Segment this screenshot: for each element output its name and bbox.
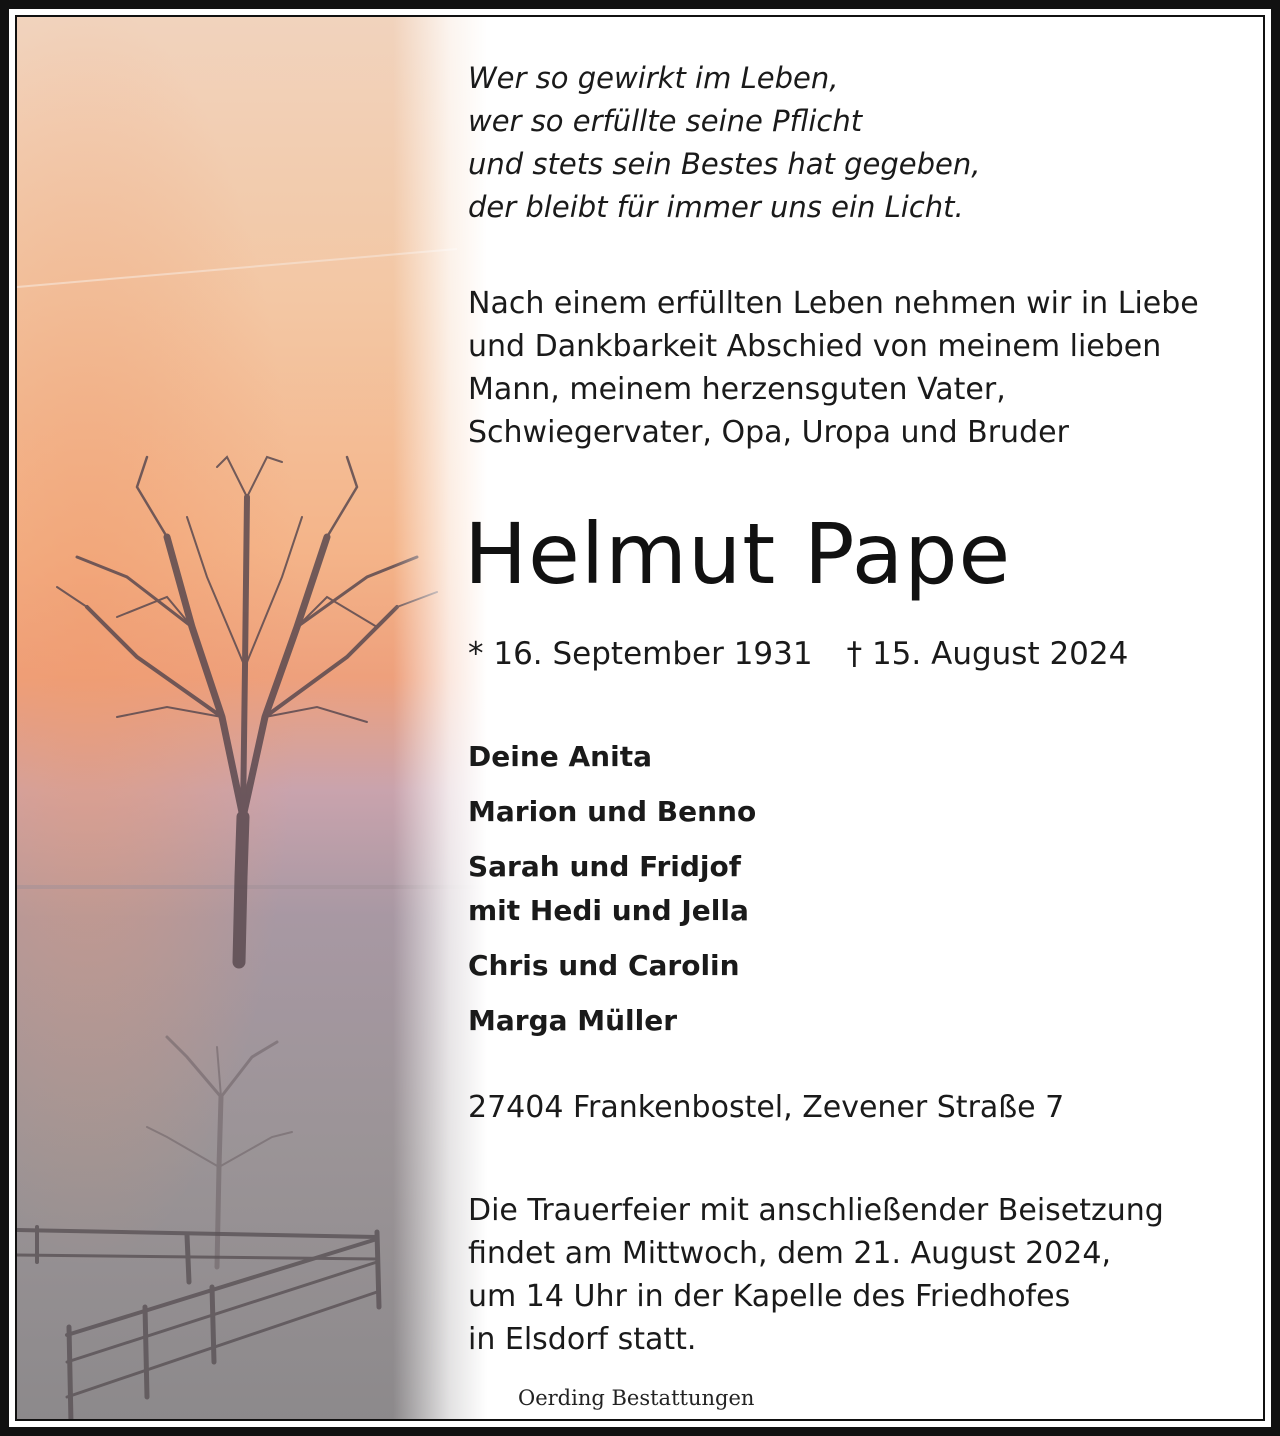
deceased-name: Helmut Pape [464, 505, 1012, 603]
ceremony-line: findet am Mittwoch, dem 21. August 2024, [468, 1236, 1111, 1271]
intro-line: und Dankbarkeit Abschied von meinem lieben [468, 329, 1162, 364]
ceremony-line: Die Trauerfeier mit anschließender Beisetzung [468, 1193, 1164, 1228]
poem-line: wer so erfüllte seine Pflicht [468, 104, 863, 138]
mourner-entry: Deine Anita [468, 740, 652, 773]
mourner-entry: Marion und Benno [468, 795, 757, 828]
poem-line: und stets sein Bestes hat gegeben, [468, 147, 981, 181]
mourner-entry: Sarah und Fridjof mit Hedi und Jella [468, 850, 749, 927]
family-address: 27404 Frankenbostel, Zevener Straße 7 [468, 1090, 1065, 1125]
ceremony-details [468, 1189, 1164, 1361]
poem-line: der bleibt für immer uns ein Licht. [468, 190, 964, 224]
intro-paragraph [468, 282, 1199, 454]
mourners-list [468, 735, 756, 1054]
intro-line: Schwiegervater, Opa, Uropa und Bruder [468, 415, 1069, 450]
life-dates [468, 634, 1128, 674]
intro-line: Mann, meinem herzensguten Vater, [468, 372, 1006, 407]
obituary-card [15, 15, 1265, 1421]
ceremony-line: in Elsdorf statt. [468, 1322, 697, 1357]
obituary-text [464, 17, 1248, 1421]
intro-line: Nach einem erfüllten Leben nehmen wir in Liebe [468, 286, 1199, 321]
mourner-entry: Marga Müller [468, 1004, 678, 1037]
undertaker-credit: Oerding Bestattungen [518, 1386, 755, 1410]
mourner-entry: Chris und Carolin [468, 949, 740, 982]
death-date: † 15. August 2024 [846, 636, 1129, 672]
poem-line: Wer so gewirkt im Leben, [468, 61, 839, 95]
birth-date: * 16. September 1931 [468, 636, 813, 672]
memorial-poem [468, 57, 980, 229]
misty-tree-photo [17, 17, 487, 1421]
ceremony-line: um 14 Uhr in der Kapelle des Friedhofes [468, 1279, 1071, 1314]
